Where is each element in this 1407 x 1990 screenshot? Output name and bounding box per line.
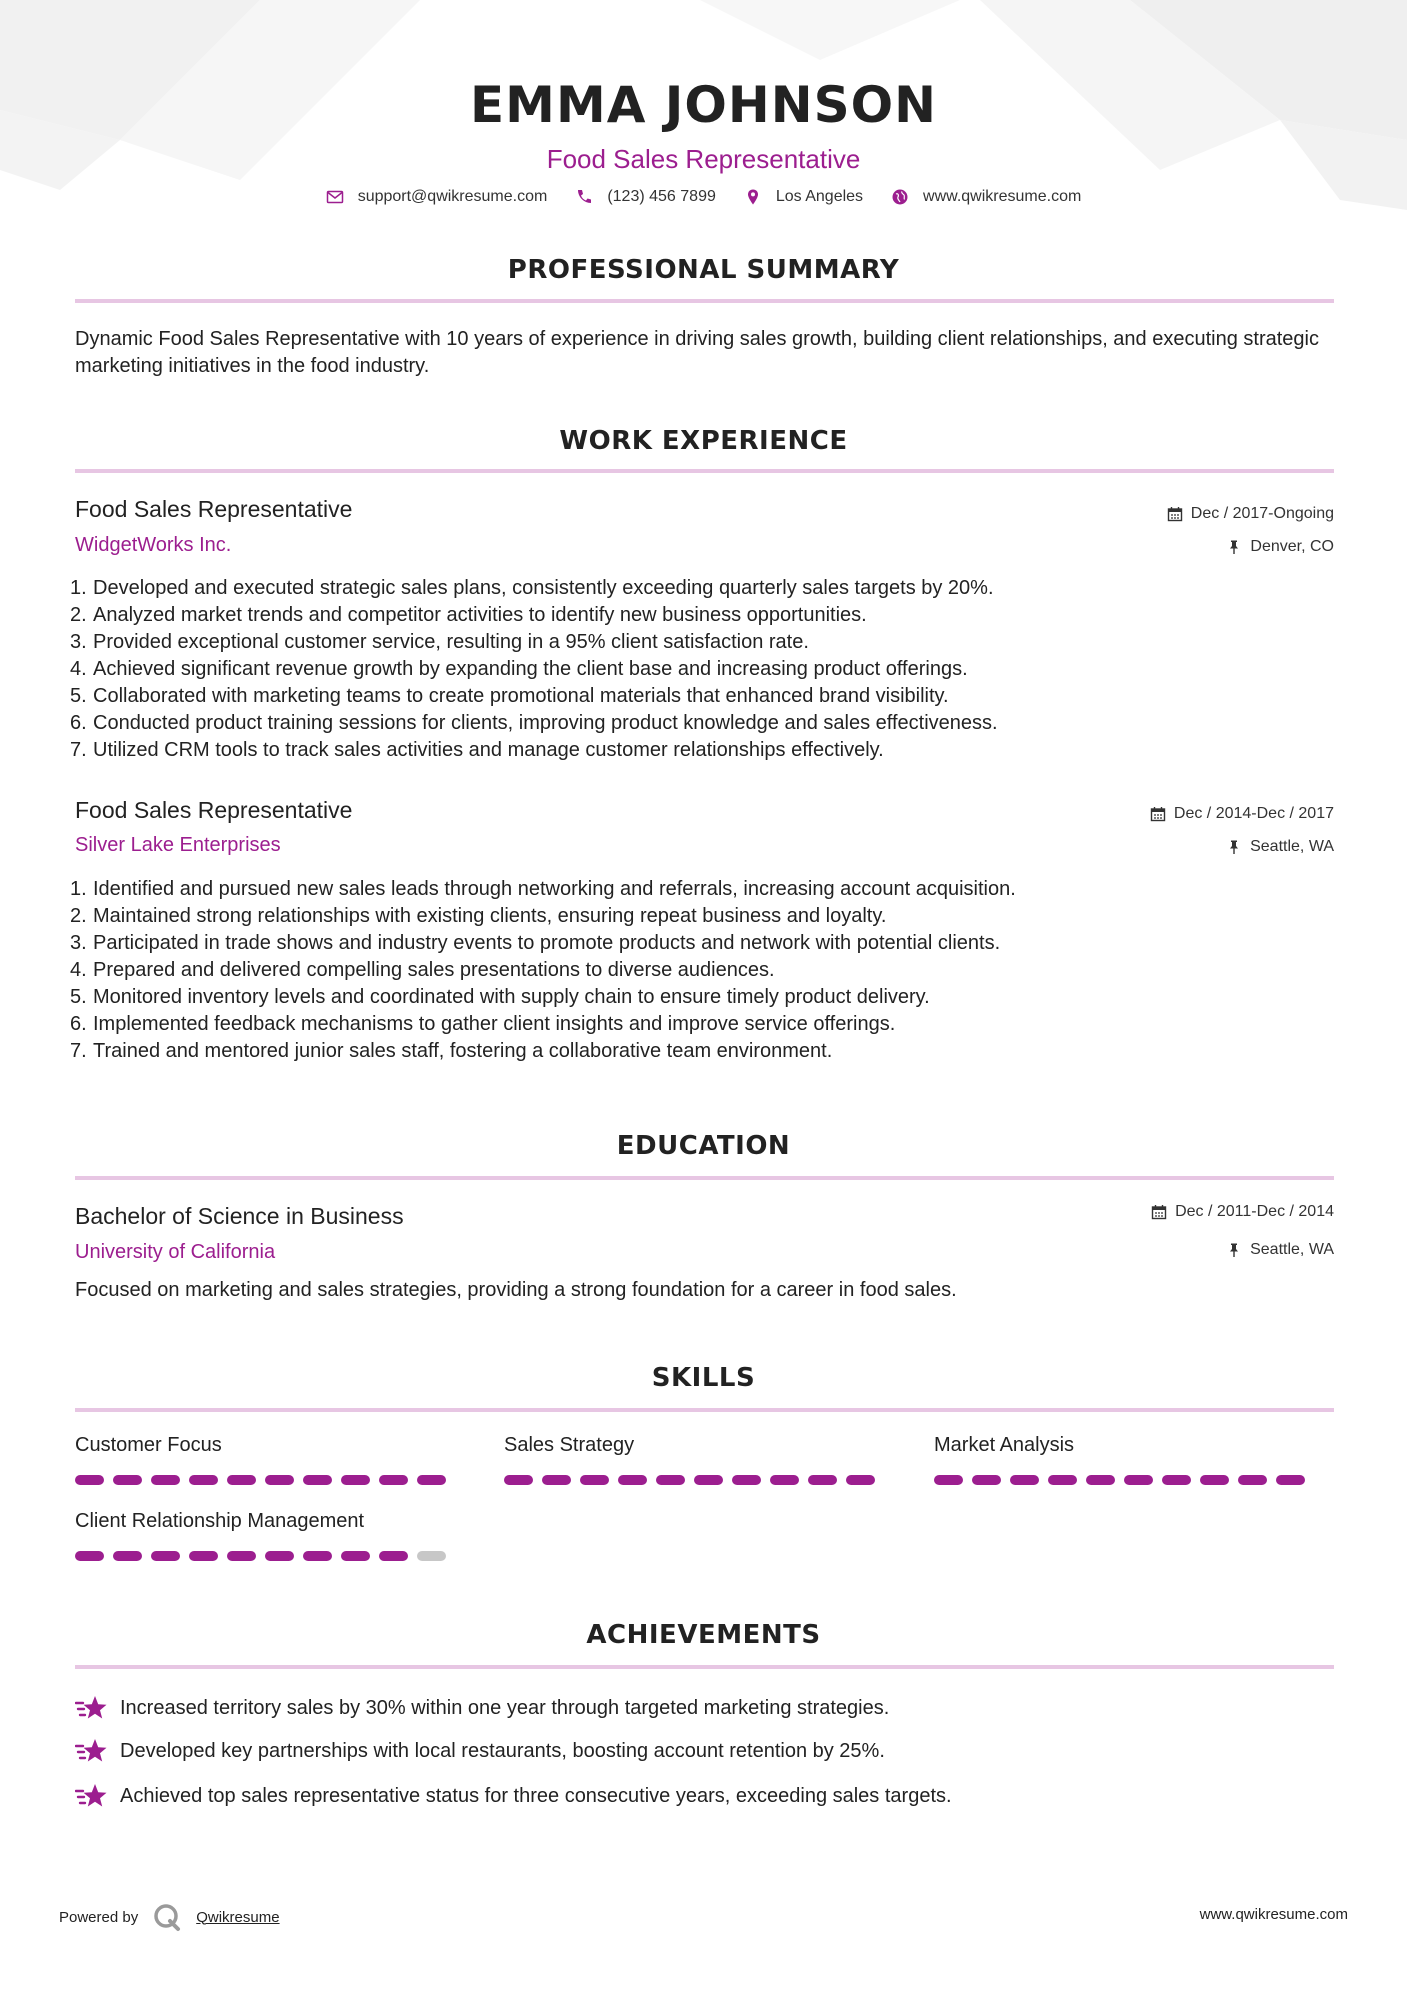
calendar-icon <box>1151 1204 1167 1220</box>
skill-segment-filled <box>379 1475 408 1485</box>
skill-segment-filled <box>1010 1475 1039 1485</box>
skill-segment-filled <box>189 1551 218 1561</box>
skill-segment-filled <box>656 1475 685 1485</box>
list-item: 6. Implemented feedback mechanisms to gather client insights and improve service offerings. <box>70 1013 896 1035</box>
qwikresume-logo-icon <box>152 1902 182 1932</box>
list-item: 2. Analyzed market trends and competitor activities to identify new business opportunities. <box>70 604 867 626</box>
achievement-item <box>75 1694 889 1722</box>
job-1-title: Food Sales Representative <box>75 496 353 522</box>
skill-segment-filled <box>227 1551 256 1561</box>
skill-segment-filled <box>504 1475 533 1485</box>
calendar-icon <box>1150 806 1166 822</box>
phone-icon <box>575 188 593 206</box>
job-2-responsibilities <box>70 876 1270 1065</box>
skill-level-bar <box>75 1475 455 1485</box>
globe-icon <box>891 188 909 206</box>
job-2-dates <box>1150 805 1334 823</box>
skill-segment-empty <box>417 1551 446 1561</box>
skill-segment-filled <box>580 1475 609 1485</box>
experience-divider <box>75 469 1334 473</box>
skill-name: Market Analysis <box>934 1434 1075 1456</box>
contact-website-text: www.qwikresume.com <box>923 188 1082 205</box>
skill-segment-filled <box>1238 1475 1267 1485</box>
contact-location-text: Los Angeles <box>775 188 864 205</box>
skill-segment-filled <box>972 1475 1001 1485</box>
skill-segment-filled <box>1124 1475 1153 1485</box>
job-1-company: WidgetWorks Inc. <box>75 534 232 556</box>
skill-segment-filled <box>303 1475 332 1485</box>
skill-segment-filled <box>189 1475 218 1485</box>
contact-email[interactable] <box>326 188 548 206</box>
skill-name: Sales Strategy <box>504 1434 635 1456</box>
skill-sales-strategy <box>504 1434 884 1485</box>
summary-heading: PROFESSIONAL SUMMARY <box>507 255 900 285</box>
list-item: 7. Utilized CRM tools to track sales activities and manage customer relationships effectively. <box>70 739 884 761</box>
job-2-location <box>1226 838 1334 856</box>
job-1-dates <box>1167 505 1334 523</box>
skill-client-relationship-management <box>75 1510 455 1561</box>
education-description: Focused on marketing and sales strategies, providing a strong foundation for a career in food sales. <box>75 1279 957 1301</box>
skill-segment-filled <box>1086 1475 1115 1485</box>
education-degree: Bachelor of Science in Business <box>75 1203 404 1229</box>
star-icon <box>75 1694 107 1722</box>
list-item: 4. Achieved significant revenue growth by expanding the client base and increasing product offerings. <box>70 658 968 680</box>
skill-segment-filled <box>808 1475 837 1485</box>
achievement-item <box>75 1737 885 1765</box>
list-item: 4. Prepared and delivered compelling sales presentations to diverse audiences. <box>70 959 775 981</box>
pushpin-icon <box>1226 1242 1242 1258</box>
achievement-item <box>75 1782 952 1810</box>
star-icon <box>75 1737 107 1765</box>
skill-level-bar <box>934 1475 1314 1485</box>
envelope-icon <box>326 188 344 206</box>
qwikresume-link[interactable]: Qwikresume <box>196 1908 280 1926</box>
powered-by-label: Powered by <box>59 1908 139 1926</box>
contact-email-text: support@qwikresume.com <box>357 188 548 205</box>
skill-segment-filled <box>542 1475 571 1485</box>
education-heading: EDUCATION <box>616 1131 791 1161</box>
skill-segment-filled <box>1276 1475 1305 1485</box>
education-location-text: Seattle, WA <box>1250 1241 1334 1258</box>
skill-level-bar <box>75 1551 455 1561</box>
skill-segment-filled <box>341 1475 370 1485</box>
job-2-company: Silver Lake Enterprises <box>75 834 281 856</box>
skill-customer-focus <box>75 1434 455 1485</box>
skill-segment-filled <box>151 1475 180 1485</box>
skill-segment-filled <box>151 1551 180 1561</box>
achievements-heading: ACHIEVEMENTS <box>586 1620 821 1650</box>
skill-segment-filled <box>1200 1475 1229 1485</box>
skill-segment-filled <box>379 1551 408 1561</box>
skills-divider <box>75 1408 1334 1412</box>
map-pin-icon <box>744 188 762 206</box>
skill-segment-filled <box>113 1475 142 1485</box>
skill-segment-filled <box>770 1475 799 1485</box>
skill-segment-filled <box>265 1475 294 1485</box>
skill-level-bar <box>504 1475 884 1485</box>
job-2-dates-text: Dec / 2014-Dec / 2017 <box>1173 805 1334 822</box>
skill-segment-filled <box>303 1551 332 1561</box>
footer-website[interactable]: www.qwikresume.com <box>1199 1906 1348 1923</box>
skill-segment-filled <box>934 1475 963 1485</box>
list-item: 3. Provided exceptional customer service, resulting in a 95% client satisfaction rate. <box>70 631 809 653</box>
skill-segment-filled <box>265 1551 294 1561</box>
experience-heading: WORK EXPERIENCE <box>559 426 848 456</box>
pushpin-icon <box>1226 839 1242 855</box>
education-dates-text: Dec / 2011-Dec / 2014 <box>1175 1203 1334 1220</box>
pushpin-icon <box>1226 539 1242 555</box>
list-item: 1. Identified and pursued new sales leads through networking and referrals, increasing account acquisition. <box>70 878 1016 900</box>
job-2-title: Food Sales Representative <box>75 797 353 823</box>
achievement-text: Developed key partnerships with local restaurants, boosting account retention by 25%. <box>120 1739 885 1762</box>
job-2-location-text: Seattle, WA <box>1250 838 1334 855</box>
list-item: 5. Collaborated with marketing teams to create promotional materials that enhanced brand visibility. <box>70 685 949 707</box>
skill-segment-filled <box>1048 1475 1077 1485</box>
skill-name: Customer Focus <box>75 1434 222 1456</box>
education-school: University of California <box>75 1241 276 1263</box>
contact-phone[interactable] <box>575 188 716 206</box>
skill-segment-filled <box>732 1475 761 1485</box>
achievement-text: Achieved top sales representative status for three consecutive years, exceeding sales targets. <box>120 1784 952 1807</box>
candidate-title: Food Sales Representative <box>546 144 861 174</box>
achievements-divider <box>75 1665 1334 1669</box>
job-1-location-text: Denver, CO <box>1250 538 1334 555</box>
summary-text: Dynamic Food Sales Representative with 10 years of experience in driving sales growth, building client relationships, and executing strategic marketing initiatives in the food industry. <box>75 328 1319 377</box>
resume-header <box>0 70 1407 176</box>
list-item: 7. Trained and mentored junior sales staff, fostering a collaborative team environment. <box>70 1040 833 1062</box>
achievement-text: Increased territory sales by 30% within one year through targeted marketing strategies. <box>120 1696 890 1719</box>
list-item: 5. Monitored inventory levels and coordinated with supply chain to ensure timely product delivery. <box>70 986 930 1008</box>
skill-market-analysis <box>934 1434 1314 1485</box>
list-item: 2. Maintained strong relationships with existing clients, ensuring repeat business and loyalty. <box>70 905 887 927</box>
star-icon <box>75 1782 107 1810</box>
job-1-responsibilities <box>70 575 1270 764</box>
skill-segment-filled <box>618 1475 647 1485</box>
contact-website[interactable] <box>891 188 1081 206</box>
skill-name: Client Relationship Management <box>75 1510 365 1532</box>
skill-segment-filled <box>846 1475 875 1485</box>
skill-segment-filled <box>113 1551 142 1561</box>
candidate-name: EMMA JOHNSON <box>470 76 937 134</box>
skill-segment-filled <box>1162 1475 1191 1485</box>
list-item: 6. Conducted product training sessions for clients, improving product knowledge and sales effectiveness. <box>70 712 998 734</box>
contact-bar <box>0 188 1407 206</box>
job-1-location <box>1226 538 1334 556</box>
list-item: 1. Developed and executed strategic sales plans, consistently exceeding quarterly sales targets by 20%. <box>70 577 994 599</box>
job-1-dates-text: Dec / 2017-Ongoing <box>1190 505 1334 522</box>
footer-powered-by <box>59 1902 280 1932</box>
skill-segment-filled <box>227 1475 256 1485</box>
skill-segment-filled <box>341 1551 370 1561</box>
contact-phone-text: (123) 456 7899 <box>607 188 716 205</box>
summary-divider <box>75 299 1334 303</box>
education-divider <box>75 1176 1334 1180</box>
calendar-icon <box>1167 506 1183 522</box>
skill-segment-filled <box>694 1475 723 1485</box>
list-item: 3. Participated in trade shows and industry events to promote products and network with potential clients. <box>70 932 1001 954</box>
skill-segment-filled <box>417 1475 446 1485</box>
education-location <box>1226 1241 1334 1259</box>
education-dates <box>1151 1203 1334 1221</box>
contact-location <box>744 188 863 206</box>
skill-segment-filled <box>75 1475 104 1485</box>
skill-segment-filled <box>75 1551 104 1561</box>
skills-heading: SKILLS <box>651 1363 756 1393</box>
